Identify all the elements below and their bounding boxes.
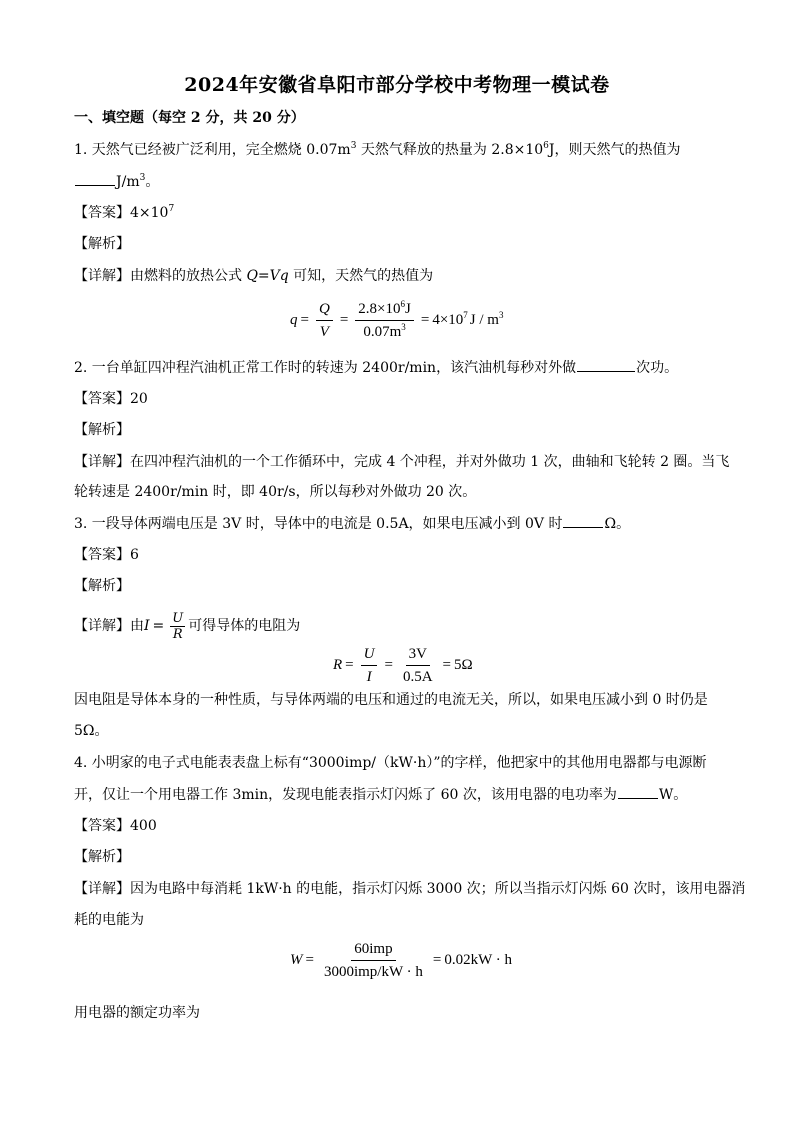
formula-fraction: $\frac{3V}{0.5A}$ <box>402 646 433 685</box>
q4-formula: W = $\frac{\text{60imp}}{\text{3000imp/kW · h}}$ = 0.02kW · h <box>290 941 512 980</box>
q4-text-a: 开，仅让一个用电器工作 3min，发现电能表指示灯闪烁了 60 次，该用电器的电功率为 <box>74 787 617 803</box>
q3-text-b: Ω。 <box>604 516 631 532</box>
q3-analysis: 【解析】 <box>74 578 130 594</box>
answer-tag: 【答案】 <box>74 205 130 221</box>
q1-formula: q = $\frac{Q}{V}$ = $\frac{2.8\times 10^6J}{0.07m^3}$ = $4\times 10^7$ J / $m^3$ <box>290 299 504 340</box>
q1-unit-sup: 3 <box>139 173 146 183</box>
q1-detail <box>74 266 724 286</box>
q2-text-b: 次功。 <box>636 360 679 376</box>
answer-blank <box>577 358 635 372</box>
question-1-stem <box>74 140 724 160</box>
q1-end: 。 <box>145 174 160 190</box>
q1-detail-b: 可知，天然气的热值为 <box>288 268 434 284</box>
q4-tail: 用电器的额定功率为 <box>74 1005 200 1021</box>
q1-text-b: 天然气释放的热量为 2.8×10 <box>356 142 544 158</box>
q3-detail-b: 可得导体的电阻为 <box>188 618 301 634</box>
q4-answer <box>74 816 724 836</box>
q4-text-b: W。 <box>658 787 688 803</box>
answer-tag: 【答案】 <box>74 818 130 834</box>
answer-blank <box>75 172 115 186</box>
q2-detail-line2: 轮转速是 2400r/min 时，即 40r/s，所以每秒对外做功 20 次。 <box>74 484 477 500</box>
q2-answer-value: 20 <box>130 391 148 407</box>
question-3-stem <box>74 514 724 534</box>
inline-fraction: $\frac{U}{R}$ <box>172 610 184 642</box>
q3-answer <box>74 545 724 565</box>
detail-tag: 【详解】 <box>74 454 130 470</box>
q2-analysis: 【解析】 <box>74 422 130 438</box>
formula-numerator: Q <box>316 300 333 321</box>
formula-rhs: 5Ω <box>454 657 473 673</box>
answer-blank <box>563 514 603 528</box>
q2-detail <box>74 452 730 472</box>
question-1-stem-line2 <box>74 172 724 192</box>
detail-tag: 【详解】 <box>74 618 130 634</box>
question-4-stem-line2 <box>74 785 724 805</box>
formula-lhs: W <box>290 952 303 968</box>
formula-rhs: 0.02kW · h <box>444 952 512 968</box>
formula-fraction: $\frac{\text{60imp}}{\text{3000imp/kW · h}}$ <box>323 941 423 980</box>
q4-analysis: 【解析】 <box>74 849 130 865</box>
q3-formula: R = $\frac{U}{I}$ = $\frac{3V}{0.5A}$ = 5Ω <box>333 646 473 685</box>
question-4-stem: 4. 小明家的电子式电能表表盘上标有“3000imp/（kW·h）”的字样，他把家中的其他用电器都与电源断 <box>74 755 707 771</box>
q1-unit: J/m <box>116 174 140 190</box>
q1-answer-value: 4×10 <box>130 205 169 221</box>
q4-detail-line1: 因为电路中每消耗 1kW·h 的电能，指示灯闪烁 3000 次；所以当指示灯闪烁 60 次时，该用电器消 <box>130 881 746 897</box>
q3-conclusion-line1: 因电阻是导体本身的一种性质，与导体两端的电压和通过的电流无关，所以，如果电压减小到 0 时仍是 <box>74 692 708 708</box>
q1-text-a: 1. 天然气已经被广泛利用，完全燃烧 0.07m <box>74 142 351 158</box>
formula-denominator: V <box>319 324 329 340</box>
detail-tag: 【详解】 <box>74 268 130 284</box>
q2-text-a: 2. 一台单缸四冲程汽油机正常工作时的转速为 2400r/min，该汽油机每秒对外做 <box>74 360 577 376</box>
formula-rhs: $4\times 10^7$ J / $m^3$ <box>432 310 504 328</box>
q3-answer-value: 6 <box>130 547 139 563</box>
formula-fraction: $\frac{U}{I}$ <box>361 645 378 686</box>
q3-detail-a: 由 <box>130 618 144 634</box>
q1-sup-a: 3 <box>350 141 357 151</box>
formula-fraction <box>316 300 333 341</box>
detail-tag: 【详解】 <box>74 881 130 897</box>
q3-conclusion-line2: 5Ω。 <box>74 723 109 739</box>
formula-fraction <box>355 300 414 341</box>
q4-detail-line2: 耗的电能为 <box>74 912 144 928</box>
formula-lhs: R <box>333 657 343 673</box>
answer-blank <box>618 785 658 799</box>
q1-sup-b: 6 <box>543 141 549 151</box>
answer-tag: 【答案】 <box>74 391 130 407</box>
q2-answer <box>74 389 724 409</box>
q1-detail-a: 由燃料的放热公式 <box>130 268 247 284</box>
section-heading: 一、填空题（每空 2 分，共 20 分） <box>74 110 305 126</box>
page-title: 2024年安徽省阜阳市部分学校中考物理一模试卷 <box>184 74 610 96</box>
formula-numerator: $2.8\times 10^6J$ <box>355 300 414 321</box>
inline-formula-lhs: I <box>144 618 150 634</box>
q3-text-a: 3. 一段导体两端电压是 3V 时，导体中的电流是 0.5A，如果电压减小到 0V 时 <box>74 516 563 532</box>
q1-answer <box>74 203 724 223</box>
q3-detail: 【详解】 由 I = $\frac{U}{R}$ 可得导体的电阻为 <box>74 610 301 642</box>
q1-answer-sup: 7 <box>168 204 175 214</box>
q1-analysis: 【解析】 <box>74 236 130 252</box>
formula-lhs: q <box>290 312 298 328</box>
q2-detail-line1: 在四冲程汽油机的一个工作循环中，完成 4 个冲程，并对外做功 1 次，曲轴和飞轮转 2 圈。当飞 <box>130 454 730 470</box>
q4-detail <box>74 879 746 899</box>
question-2-stem <box>74 358 724 378</box>
formula-denominator: $0.07m^3$ <box>363 322 406 340</box>
q4-answer-value: 400 <box>130 818 157 834</box>
q1-text-c: J，则天然气的热值为 <box>548 142 681 158</box>
q1-detail-formula: Q=Vq <box>246 268 289 284</box>
answer-tag: 【答案】 <box>74 547 130 563</box>
